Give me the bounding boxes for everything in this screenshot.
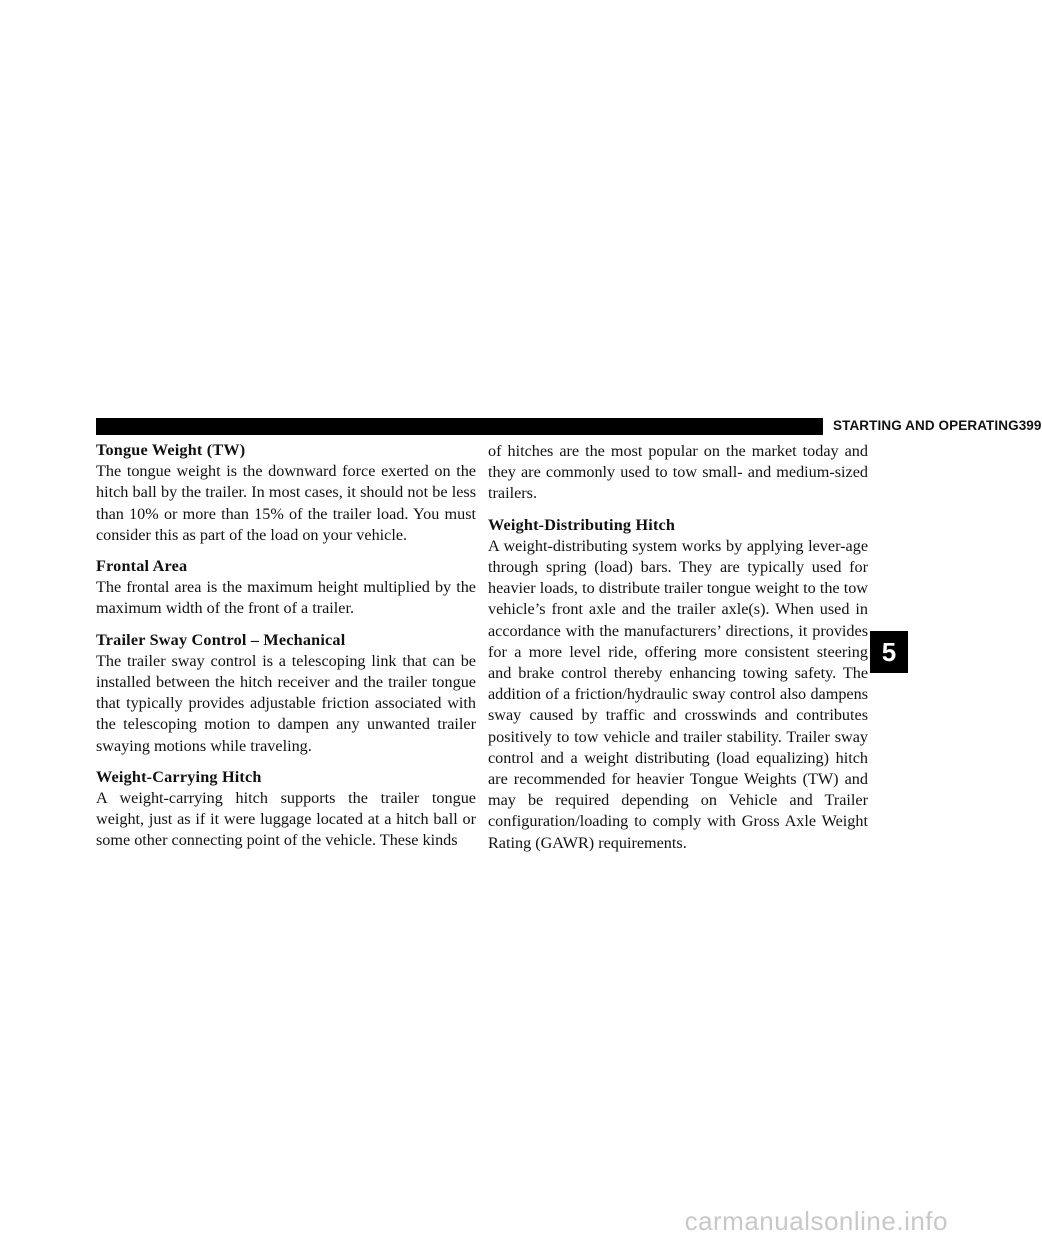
section-heading: Weight-Distributing Hitch	[488, 515, 676, 534]
section-weight-distributing-hitch	[488, 515, 868, 854]
section-body: A weight-carrying hitch supports the trailer tongue weight, just as if it were luggage located at a hitch ball or some other connecting point of the vehicle. These kinds	[96, 789, 476, 850]
section-heading: Tongue Weight (TW)	[96, 441, 246, 459]
left-column	[96, 440, 476, 862]
section-body: The tongue weight is the downward force exerted on the hitch ball by the trailer. In most cases, it should not be less than 10% or more than 15% of the trailer load. You must consider this as part of the load on your vehicle.	[96, 462, 476, 544]
page-number: 399	[1018, 417, 1042, 433]
header-rule	[96, 418, 823, 435]
section-title: STARTING AND OPERATING	[833, 417, 1019, 433]
section-trailer-sway-control	[96, 630, 476, 757]
right-column	[488, 441, 868, 864]
section-body: of hitches are the most popular on the market today and they are commonly used to tow small- and medium-sized trailers.	[488, 442, 868, 503]
chapter-tab: 5	[870, 631, 908, 673]
section-heading: Frontal Area	[96, 557, 188, 576]
running-header	[833, 414, 1042, 436]
section-body: The trailer sway control is a telescoping link that can be installed between the hitch receiver and the trailer tongue that typically provides adjustable friction associated with the telescoping motion to dampen any unwanted trailer swaying motions while traveling.	[96, 651, 476, 755]
watermark: carmanualsonline.info	[684, 1206, 948, 1236]
section-body: The frontal area is the maximum height multiplied by the maximum width of the front of a trailer.	[96, 578, 476, 618]
section-heading: Weight-Carrying Hitch	[96, 767, 262, 786]
section-weight-carrying-hitch	[96, 767, 476, 852]
section-heading: Trailer Sway Control – Mechanical	[96, 630, 346, 649]
section-frontal-area	[96, 556, 476, 620]
section-tongue-weight	[96, 440, 476, 546]
section-body: A weight-distributing system works by applying lever-age through spring (load) bars. They are typically used for heavier loads, to distribute trailer tongue weight to the tow vehicle’s front axle and the trailer axle(s). When used in accordance with the manufacturers’ directions, it provides for a more level ride, offering more consistent steering and brake control thereby enhancing towing safety. The addition of a friction/hydraulic sway control also dampens sway caused by traffic and crosswinds and contributes positively to tow vehicle and trailer stability. Trailer sway control and a weight distributing (load equalizing) hitch are recommended for heavier Tongue Weights (TW) and may be required depending on Vehicle and Trailer configuration/loading to comply with Gross Axle Weight Rating (GAWR) requirements.	[488, 536, 868, 852]
continuation-paragraph	[488, 441, 868, 505]
